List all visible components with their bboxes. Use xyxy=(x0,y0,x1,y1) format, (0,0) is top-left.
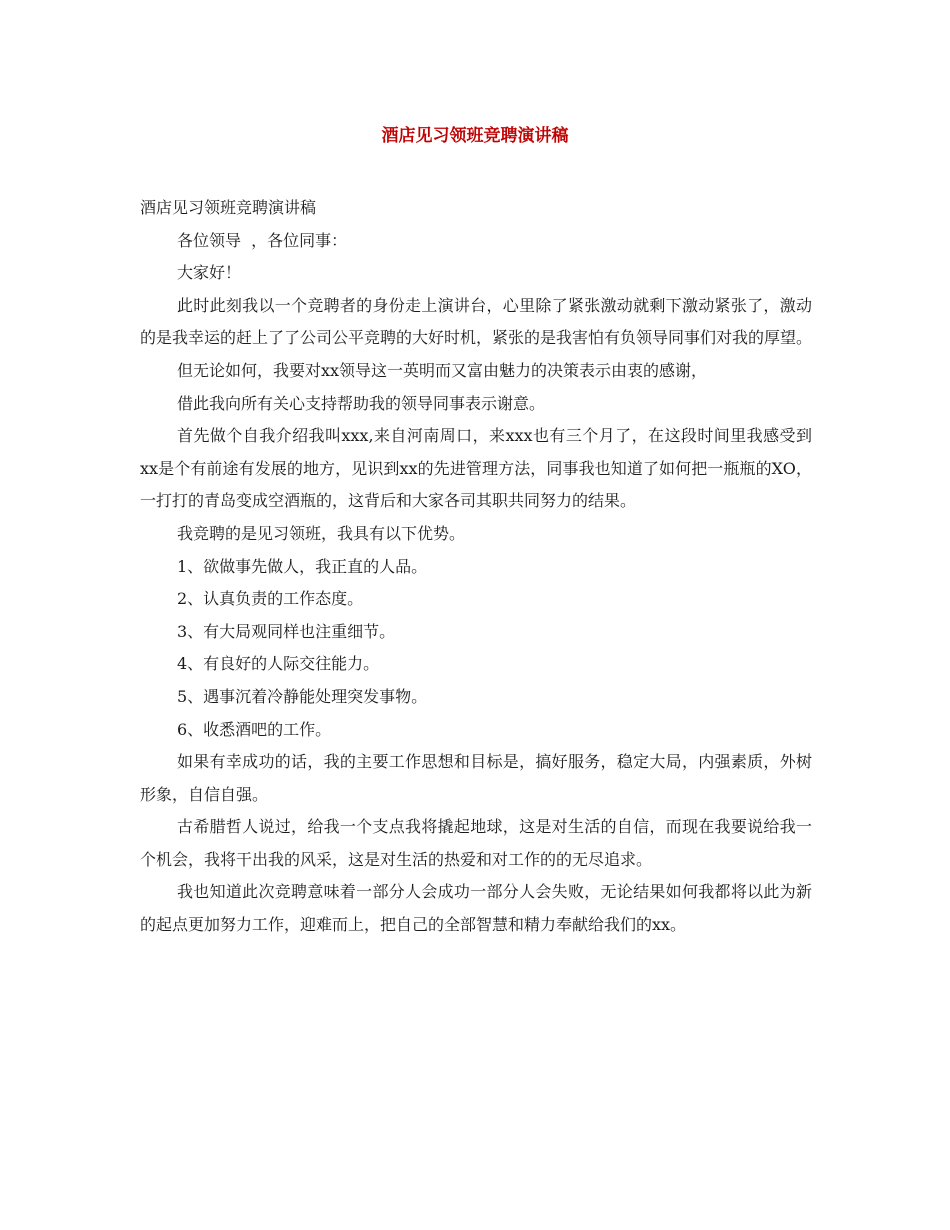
paragraph-position: 我竞聘的是见习领班，我具有以下优势。 xyxy=(177,523,466,543)
paragraph-closing: 我也知道此次竞聘意味着一部分人会成功一部分人会失败，无论结果如何我都将以此为新的起点更加努力工作，迎难而上，把自己的全部智慧和精力奉献给我们的xx。 xyxy=(140,882,812,935)
document-subtitle: 酒店见习领班竞聘演讲稿 xyxy=(140,198,317,217)
list-item: 5、遇事沉着冷静能处理突发事物。 xyxy=(177,686,428,706)
document-body xyxy=(140,192,812,942)
list-item: 4、有良好的人际交往能力。 xyxy=(177,654,380,674)
advantages-list xyxy=(140,551,812,747)
document-title: 酒店见习领班竞聘演讲稿 xyxy=(381,126,569,146)
list-item: 6、收悉酒吧的工作。 xyxy=(177,719,332,739)
paragraph-archimedes: 古希腊哲人说过，给我一个支点我将撬起地球，这是对生活的自信，而现在我要说给我一个机会，我将干出我的风采，这是对生活的热爱和对工作的的无尽追求。 xyxy=(140,817,812,869)
paragraph-goals: 如果有幸成功的话，我的主要工作思想和目标是，搞好服务，稳定大局，内强素质，外树形象，自信自强。 xyxy=(140,752,812,804)
paragraph-gratitude: 借此我向所有关心支持帮助我的领导同事表示谢意。 xyxy=(177,393,546,413)
greeting: 大家好！ xyxy=(177,263,242,283)
salutation: 各位领导 ，各位同事： xyxy=(177,230,348,250)
paragraph-introduction: 首先做个自我介绍我叫xxx,来自河南周口，来xxx也有三个月了，在这段时间里我感受到xx是个有前途有发展的地方，见识到xx的先进管理方法，同事我也知道了如何把一瓶瓶的XO，一打打的青岛变成空酒瓶的，这背后和大家各司其职共同努力的结果。 xyxy=(140,426,812,511)
list-item: 3、有大局观同样也注重细节。 xyxy=(177,621,396,641)
list-item: 2、认真负责的工作态度。 xyxy=(177,589,364,609)
list-item: 1、欲做事先做人，我正直的人品。 xyxy=(177,556,428,576)
paragraph-thanks: 但无论如何，我要对xx领导这一英明而又富由魅力的决策表示由衷的感谢， xyxy=(177,360,708,380)
paragraph-opening: 此时此刻我以一个竞聘者的身份走上演讲台，心里除了紧张激动就剩下激动紧张了，激动的是我幸运的赶上了了公司公平竞聘的大好时机，紧张的是我害怕有负领导同事们对我的厚望。 xyxy=(140,295,813,348)
